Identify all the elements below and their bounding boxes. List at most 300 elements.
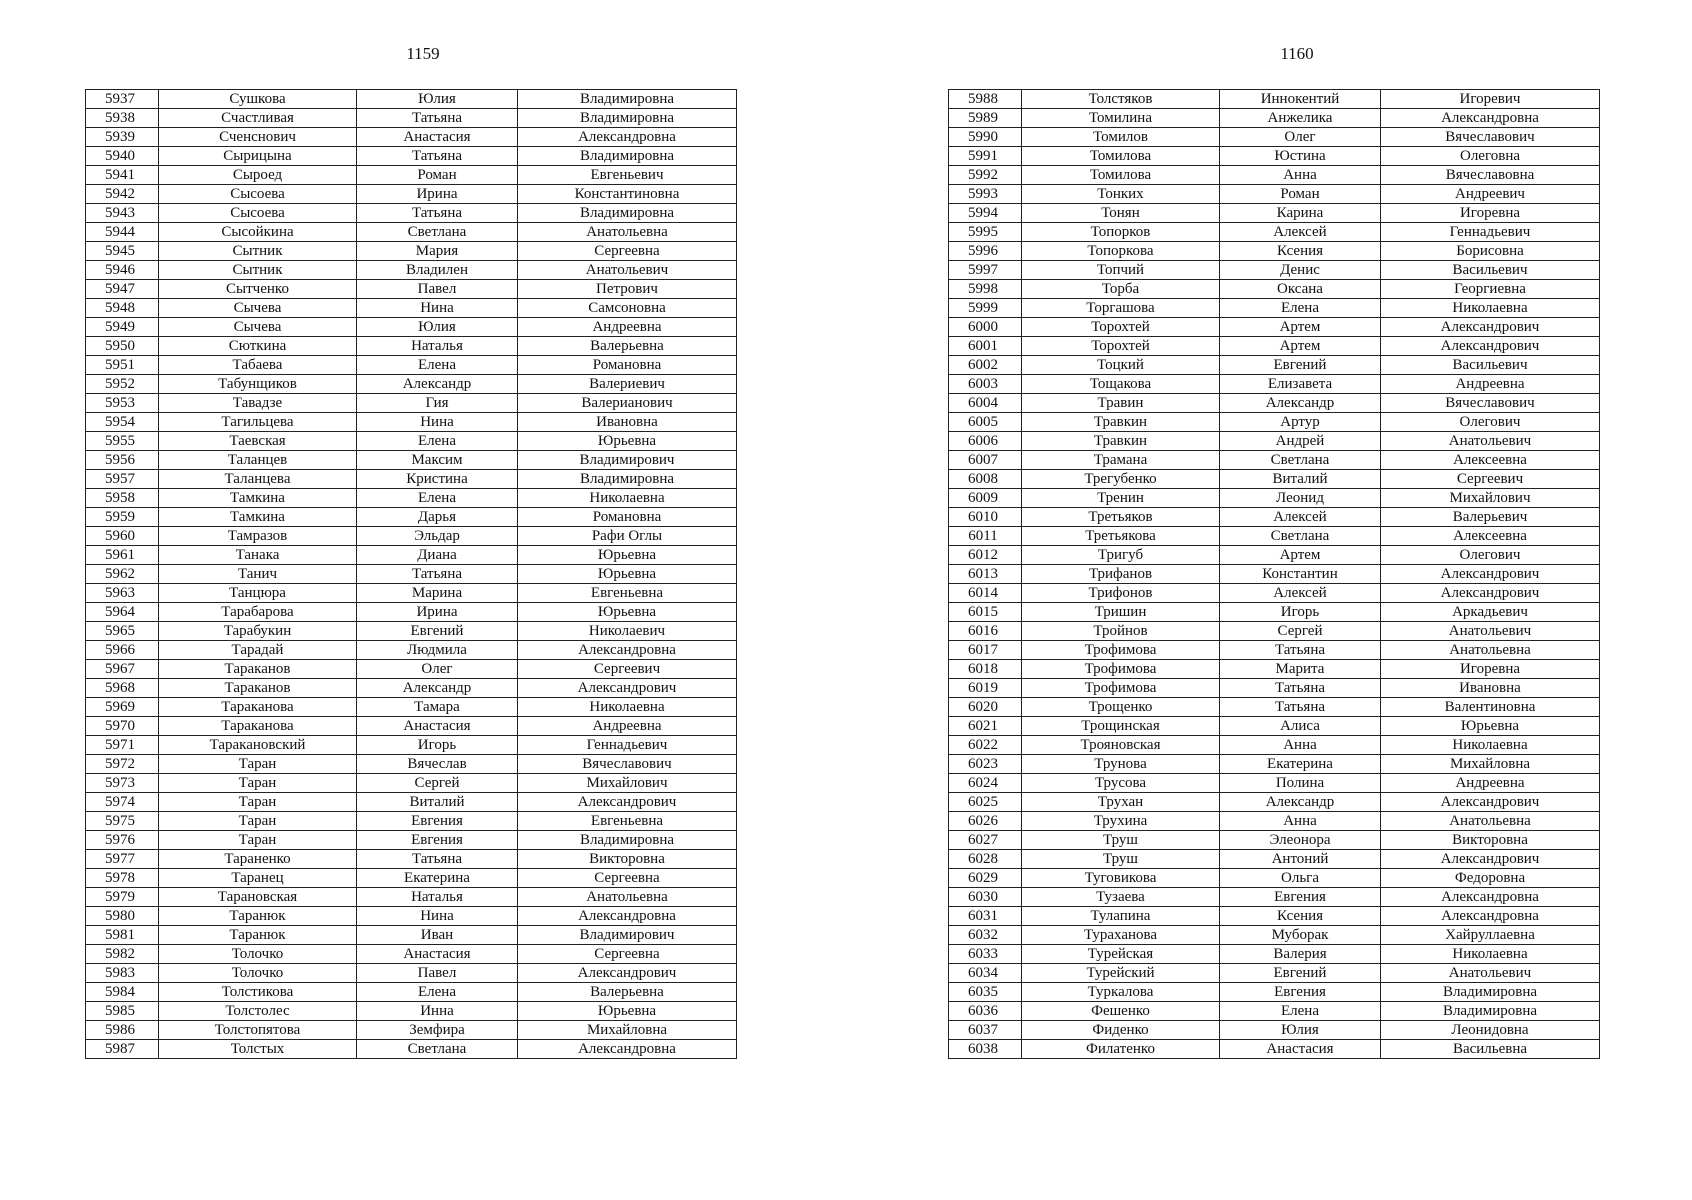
row-number: 6038 xyxy=(949,1040,1022,1059)
row-number: 5983 xyxy=(86,964,159,983)
patronymic-cell: Игоревич xyxy=(1381,90,1600,109)
first-name-cell: Константин xyxy=(1220,565,1381,584)
patronymic-cell: Самсоновна xyxy=(518,299,737,318)
table-row xyxy=(949,717,1600,736)
patronymic-cell: Владимировна xyxy=(1381,1002,1600,1021)
row-number: 5944 xyxy=(86,223,159,242)
patronymic-cell: Аркадьевич xyxy=(1381,603,1600,622)
row-number: 5974 xyxy=(86,793,159,812)
table-row xyxy=(86,432,737,451)
first-name-cell: Максим xyxy=(357,451,518,470)
row-number: 6014 xyxy=(949,584,1022,603)
first-name-cell: Леонид xyxy=(1220,489,1381,508)
first-name-cell: Виталий xyxy=(357,793,518,812)
row-number: 5946 xyxy=(86,261,159,280)
row-number: 6019 xyxy=(949,679,1022,698)
table-row xyxy=(86,812,737,831)
row-number: 5975 xyxy=(86,812,159,831)
surname-cell: Табунщиков xyxy=(159,375,357,394)
surname-cell: Таланцева xyxy=(159,470,357,489)
surname-cell: Тураханова xyxy=(1022,926,1220,945)
patronymic-cell: Владимировна xyxy=(518,90,737,109)
table-row xyxy=(86,869,737,888)
table-row xyxy=(949,660,1600,679)
patronymic-cell: Александрович xyxy=(1381,565,1600,584)
surname-cell: Сченснович xyxy=(159,128,357,147)
first-name-cell: Анна xyxy=(1220,166,1381,185)
first-name-cell: Татьяна xyxy=(357,850,518,869)
patronymic-cell: Рафи Оглы xyxy=(518,527,737,546)
patronymic-cell: Анатольевна xyxy=(1381,812,1600,831)
first-name-cell: Людмила xyxy=(357,641,518,660)
table-row xyxy=(86,242,737,261)
first-name-cell: Юлия xyxy=(357,318,518,337)
row-number: 5977 xyxy=(86,850,159,869)
first-name-cell: Земфира xyxy=(357,1021,518,1040)
table-row xyxy=(86,109,737,128)
surname-cell: Сытник xyxy=(159,242,357,261)
table-row xyxy=(949,964,1600,983)
first-name-cell: Кристина xyxy=(357,470,518,489)
table-row xyxy=(949,565,1600,584)
patronymic-cell: Геннадьевич xyxy=(1381,223,1600,242)
row-number: 5998 xyxy=(949,280,1022,299)
first-name-cell: Александр xyxy=(357,679,518,698)
patronymic-cell: Александрович xyxy=(518,793,737,812)
table-row xyxy=(86,166,737,185)
table-row xyxy=(949,1002,1600,1021)
first-name-cell: Олег xyxy=(357,660,518,679)
row-number: 5969 xyxy=(86,698,159,717)
surname-cell: Тарановская xyxy=(159,888,357,907)
surname-cell: Турейский xyxy=(1022,964,1220,983)
table-row xyxy=(86,1002,737,1021)
patronymic-cell: Михайлович xyxy=(518,774,737,793)
table-row xyxy=(86,546,737,565)
table-row xyxy=(86,356,737,375)
surname-cell: Трофимова xyxy=(1022,641,1220,660)
first-name-cell: Сергей xyxy=(357,774,518,793)
first-name-cell: Александр xyxy=(357,375,518,394)
row-number: 5943 xyxy=(86,204,159,223)
first-name-cell: Светлана xyxy=(357,1040,518,1059)
surname-cell: Сычева xyxy=(159,299,357,318)
row-number: 6022 xyxy=(949,736,1022,755)
first-name-cell: Иннокентий xyxy=(1220,90,1381,109)
row-number: 6011 xyxy=(949,527,1022,546)
first-name-cell: Алиса xyxy=(1220,717,1381,736)
row-number: 6010 xyxy=(949,508,1022,527)
patronymic-cell: Александрович xyxy=(518,679,737,698)
surname-cell: Таракановский xyxy=(159,736,357,755)
surname-cell: Табаева xyxy=(159,356,357,375)
first-name-cell: Екатерина xyxy=(1220,755,1381,774)
patronymic-cell: Александрович xyxy=(518,964,737,983)
patronymic-cell: Александровна xyxy=(518,128,737,147)
surname-cell: Таранец xyxy=(159,869,357,888)
first-name-cell: Игорь xyxy=(357,736,518,755)
surname-cell: Трамана xyxy=(1022,451,1220,470)
first-name-cell: Роман xyxy=(1220,185,1381,204)
surname-cell: Танцюра xyxy=(159,584,357,603)
surname-cell: Тараканова xyxy=(159,698,357,717)
surname-cell: Тарадай xyxy=(159,641,357,660)
surname-cell: Тараканов xyxy=(159,660,357,679)
table-row xyxy=(86,793,737,812)
patronymic-cell: Александровна xyxy=(518,1040,737,1059)
patronymic-cell: Викторовна xyxy=(518,850,737,869)
surname-cell: Труш xyxy=(1022,850,1220,869)
table-row xyxy=(86,622,737,641)
table-row xyxy=(86,1021,737,1040)
patronymic-cell: Александровна xyxy=(1381,888,1600,907)
patronymic-cell: Николаевна xyxy=(518,698,737,717)
first-name-cell: Марита xyxy=(1220,660,1381,679)
surname-cell: Томилова xyxy=(1022,147,1220,166)
patronymic-cell: Хайруллаевна xyxy=(1381,926,1600,945)
patronymic-cell: Николаевна xyxy=(1381,299,1600,318)
row-number: 6000 xyxy=(949,318,1022,337)
row-number: 6037 xyxy=(949,1021,1022,1040)
surname-cell: Толочко xyxy=(159,945,357,964)
table-row xyxy=(86,565,737,584)
patronymic-cell: Анатольевич xyxy=(1381,622,1600,641)
first-name-cell: Евгений xyxy=(1220,356,1381,375)
surname-cell: Танич xyxy=(159,565,357,584)
table-row xyxy=(86,964,737,983)
row-number: 5986 xyxy=(86,1021,159,1040)
patronymic-cell: Вячеславович xyxy=(1381,394,1600,413)
roster-table-left xyxy=(85,89,737,1059)
table-row xyxy=(949,1040,1600,1059)
first-name-cell: Андрей xyxy=(1220,432,1381,451)
table-row xyxy=(949,774,1600,793)
surname-cell: Трухина xyxy=(1022,812,1220,831)
row-number: 5954 xyxy=(86,413,159,432)
page-number-right: 1160 xyxy=(1280,44,1314,63)
patronymic-cell: Андреевич xyxy=(1381,185,1600,204)
surname-cell: Сычева xyxy=(159,318,357,337)
patronymic-cell: Юрьевна xyxy=(518,1002,737,1021)
table-row xyxy=(949,736,1600,755)
table-row xyxy=(949,603,1600,622)
patronymic-cell: Михайлович xyxy=(1381,489,1600,508)
table-row xyxy=(86,451,737,470)
row-number: 6030 xyxy=(949,888,1022,907)
patronymic-cell: Евгеньевна xyxy=(518,812,737,831)
table-row xyxy=(949,527,1600,546)
surname-cell: Танака xyxy=(159,546,357,565)
first-name-cell: Тамара xyxy=(357,698,518,717)
row-number: 5968 xyxy=(86,679,159,698)
table-row xyxy=(949,375,1600,394)
first-name-cell: Карина xyxy=(1220,204,1381,223)
table-row xyxy=(86,337,737,356)
first-name-cell: Марина xyxy=(357,584,518,603)
row-number: 5980 xyxy=(86,907,159,926)
row-number: 5942 xyxy=(86,185,159,204)
surname-cell: Трунова xyxy=(1022,755,1220,774)
table-row xyxy=(86,375,737,394)
row-number: 5948 xyxy=(86,299,159,318)
first-name-cell: Светлана xyxy=(357,223,518,242)
row-number: 5992 xyxy=(949,166,1022,185)
row-number: 6033 xyxy=(949,945,1022,964)
patronymic-cell: Владимировна xyxy=(518,831,737,850)
surname-cell: Торба xyxy=(1022,280,1220,299)
row-number: 6006 xyxy=(949,432,1022,451)
first-name-cell: Полина xyxy=(1220,774,1381,793)
first-name-cell: Анастасия xyxy=(357,717,518,736)
surname-cell: Топчий xyxy=(1022,261,1220,280)
table-row xyxy=(949,679,1600,698)
surname-cell: Фиденко xyxy=(1022,1021,1220,1040)
patronymic-cell: Валентиновна xyxy=(1381,698,1600,717)
patronymic-cell: Олегович xyxy=(1381,413,1600,432)
first-name-cell: Александр xyxy=(1220,394,1381,413)
patronymic-cell: Васильевич xyxy=(1381,356,1600,375)
surname-cell: Травкин xyxy=(1022,432,1220,451)
first-name-cell: Анна xyxy=(1220,736,1381,755)
surname-cell: Сыроед xyxy=(159,166,357,185)
table-row xyxy=(86,223,737,242)
surname-cell: Толстолес xyxy=(159,1002,357,1021)
row-number: 6031 xyxy=(949,907,1022,926)
patronymic-cell: Алексеевна xyxy=(1381,451,1600,470)
row-number: 5995 xyxy=(949,223,1022,242)
surname-cell: Тамкина xyxy=(159,489,357,508)
first-name-cell: Артем xyxy=(1220,546,1381,565)
first-name-cell: Муборак xyxy=(1220,926,1381,945)
table-row xyxy=(949,451,1600,470)
first-name-cell: Алексей xyxy=(1220,584,1381,603)
surname-cell: Толочко xyxy=(159,964,357,983)
first-name-cell: Ирина xyxy=(357,603,518,622)
surname-cell: Трофимова xyxy=(1022,660,1220,679)
table-row xyxy=(949,489,1600,508)
table-row xyxy=(949,147,1600,166)
table-row xyxy=(86,660,737,679)
first-name-cell: Ольга xyxy=(1220,869,1381,888)
first-name-cell: Татьяна xyxy=(1220,679,1381,698)
table-row xyxy=(86,470,737,489)
surname-cell: Тарабукин xyxy=(159,622,357,641)
first-name-cell: Сергей xyxy=(1220,622,1381,641)
patronymic-cell: Александровна xyxy=(518,907,737,926)
row-number: 5958 xyxy=(86,489,159,508)
table-row xyxy=(949,831,1600,850)
first-name-cell: Нина xyxy=(357,299,518,318)
first-name-cell: Татьяна xyxy=(357,565,518,584)
table-row xyxy=(949,546,1600,565)
row-number: 5951 xyxy=(86,356,159,375)
patronymic-cell: Федоровна xyxy=(1381,869,1600,888)
row-number: 6027 xyxy=(949,831,1022,850)
first-name-cell: Артем xyxy=(1220,337,1381,356)
surname-cell: Тулапина xyxy=(1022,907,1220,926)
table-row xyxy=(949,261,1600,280)
table-row xyxy=(86,584,737,603)
table-row xyxy=(949,983,1600,1002)
patronymic-cell: Андреевна xyxy=(518,717,737,736)
surname-cell: Тараканова xyxy=(159,717,357,736)
patronymic-cell: Владимировна xyxy=(518,204,737,223)
patronymic-cell: Леонидовна xyxy=(1381,1021,1600,1040)
surname-cell: Таланцев xyxy=(159,451,357,470)
patronymic-cell: Игоревна xyxy=(1381,660,1600,679)
row-number: 6028 xyxy=(949,850,1022,869)
table-row xyxy=(86,641,737,660)
table-row xyxy=(86,489,737,508)
surname-cell: Торохтей xyxy=(1022,318,1220,337)
surname-cell: Трощенко xyxy=(1022,698,1220,717)
row-number: 6026 xyxy=(949,812,1022,831)
roster-table-right xyxy=(948,89,1600,1059)
table-row xyxy=(86,850,737,869)
surname-cell: Сушкова xyxy=(159,90,357,109)
patronymic-cell: Вячеславовна xyxy=(1381,166,1600,185)
surname-cell: Тренин xyxy=(1022,489,1220,508)
table-row xyxy=(86,280,737,299)
patronymic-cell: Александрович xyxy=(1381,337,1600,356)
first-name-cell: Татьяна xyxy=(357,204,518,223)
patronymic-cell: Георгиевна xyxy=(1381,280,1600,299)
patronymic-cell: Андреевна xyxy=(1381,774,1600,793)
first-name-cell: Игорь xyxy=(1220,603,1381,622)
patronymic-cell: Валерианович xyxy=(518,394,737,413)
first-name-cell: Евгения xyxy=(1220,983,1381,1002)
table-row xyxy=(949,242,1600,261)
surname-cell: Таран xyxy=(159,812,357,831)
row-number: 6018 xyxy=(949,660,1022,679)
patronymic-cell: Михайловна xyxy=(1381,755,1600,774)
patronymic-cell: Николаевна xyxy=(518,489,737,508)
patronymic-cell: Ивановна xyxy=(1381,679,1600,698)
surname-cell: Сытченко xyxy=(159,280,357,299)
row-number: 5937 xyxy=(86,90,159,109)
patronymic-cell: Анатольевич xyxy=(518,261,737,280)
patronymic-cell: Валериевич xyxy=(518,375,737,394)
patronymic-cell: Анатольевич xyxy=(1381,432,1600,451)
table-row xyxy=(949,584,1600,603)
surname-cell: Тараканов xyxy=(159,679,357,698)
row-number: 5945 xyxy=(86,242,159,261)
surname-cell: Сытник xyxy=(159,261,357,280)
table-row xyxy=(949,812,1600,831)
row-number: 6032 xyxy=(949,926,1022,945)
surname-cell: Труш xyxy=(1022,831,1220,850)
table-row xyxy=(949,413,1600,432)
patronymic-cell: Васильевна xyxy=(1381,1040,1600,1059)
row-number: 5960 xyxy=(86,527,159,546)
patronymic-cell: Анатольевич xyxy=(1381,964,1600,983)
table-row xyxy=(86,983,737,1002)
row-number: 6001 xyxy=(949,337,1022,356)
row-number: 5988 xyxy=(949,90,1022,109)
surname-cell: Тригуб xyxy=(1022,546,1220,565)
table-row xyxy=(949,356,1600,375)
table-row xyxy=(949,850,1600,869)
surname-cell: Счастливая xyxy=(159,109,357,128)
table-row xyxy=(949,508,1600,527)
patronymic-cell: Ивановна xyxy=(518,413,737,432)
row-number: 5939 xyxy=(86,128,159,147)
patronymic-cell: Викторовна xyxy=(1381,831,1600,850)
first-name-cell: Елизавета xyxy=(1220,375,1381,394)
row-number: 6021 xyxy=(949,717,1022,736)
first-name-cell: Артем xyxy=(1220,318,1381,337)
row-number: 6003 xyxy=(949,375,1022,394)
table-row xyxy=(86,128,737,147)
table-row xyxy=(949,223,1600,242)
row-number: 5964 xyxy=(86,603,159,622)
table-row xyxy=(949,641,1600,660)
surname-cell: Трухан xyxy=(1022,793,1220,812)
row-number: 5981 xyxy=(86,926,159,945)
patronymic-cell: Юрьевна xyxy=(518,603,737,622)
row-number: 5967 xyxy=(86,660,159,679)
first-name-cell: Татьяна xyxy=(1220,641,1381,660)
row-number: 6034 xyxy=(949,964,1022,983)
patronymic-cell: Романовна xyxy=(518,508,737,527)
table-row xyxy=(949,166,1600,185)
table-row xyxy=(86,508,737,527)
surname-cell: Трегубенко xyxy=(1022,470,1220,489)
table-row xyxy=(86,888,737,907)
row-number: 5991 xyxy=(949,147,1022,166)
first-name-cell: Денис xyxy=(1220,261,1381,280)
first-name-cell: Гия xyxy=(357,394,518,413)
patronymic-cell: Александрович xyxy=(1381,850,1600,869)
patronymic-cell: Анатольевна xyxy=(518,223,737,242)
table-row xyxy=(949,698,1600,717)
patronymic-cell: Николаевна xyxy=(1381,945,1600,964)
table-row xyxy=(86,1040,737,1059)
surname-cell: Туркалова xyxy=(1022,983,1220,1002)
patronymic-cell: Борисовна xyxy=(1381,242,1600,261)
first-name-cell: Елена xyxy=(357,489,518,508)
table-row xyxy=(86,299,737,318)
row-number: 5962 xyxy=(86,565,159,584)
table-row xyxy=(949,1021,1600,1040)
row-number: 5987 xyxy=(86,1040,159,1059)
row-number: 6004 xyxy=(949,394,1022,413)
surname-cell: Топоркова xyxy=(1022,242,1220,261)
patronymic-cell: Олегович xyxy=(1381,546,1600,565)
row-number: 5973 xyxy=(86,774,159,793)
row-number: 5949 xyxy=(86,318,159,337)
row-number: 5976 xyxy=(86,831,159,850)
row-number: 5999 xyxy=(949,299,1022,318)
row-number: 6008 xyxy=(949,470,1022,489)
row-number: 5947 xyxy=(86,280,159,299)
surname-cell: Тузаева xyxy=(1022,888,1220,907)
first-name-cell: Татьяна xyxy=(357,109,518,128)
patronymic-cell: Сергеевич xyxy=(1381,470,1600,489)
first-name-cell: Диана xyxy=(357,546,518,565)
table-row xyxy=(86,413,737,432)
patronymic-cell: Сергеевна xyxy=(518,242,737,261)
first-name-cell: Светлана xyxy=(1220,527,1381,546)
row-number: 5961 xyxy=(86,546,159,565)
patronymic-cell: Юрьевна xyxy=(518,546,737,565)
patronymic-cell: Юрьевна xyxy=(518,432,737,451)
row-number: 6025 xyxy=(949,793,1022,812)
patronymic-cell: Владимирович xyxy=(518,451,737,470)
first-name-cell: Владилен xyxy=(357,261,518,280)
patronymic-cell: Валерьевич xyxy=(1381,508,1600,527)
row-number: 5978 xyxy=(86,869,159,888)
